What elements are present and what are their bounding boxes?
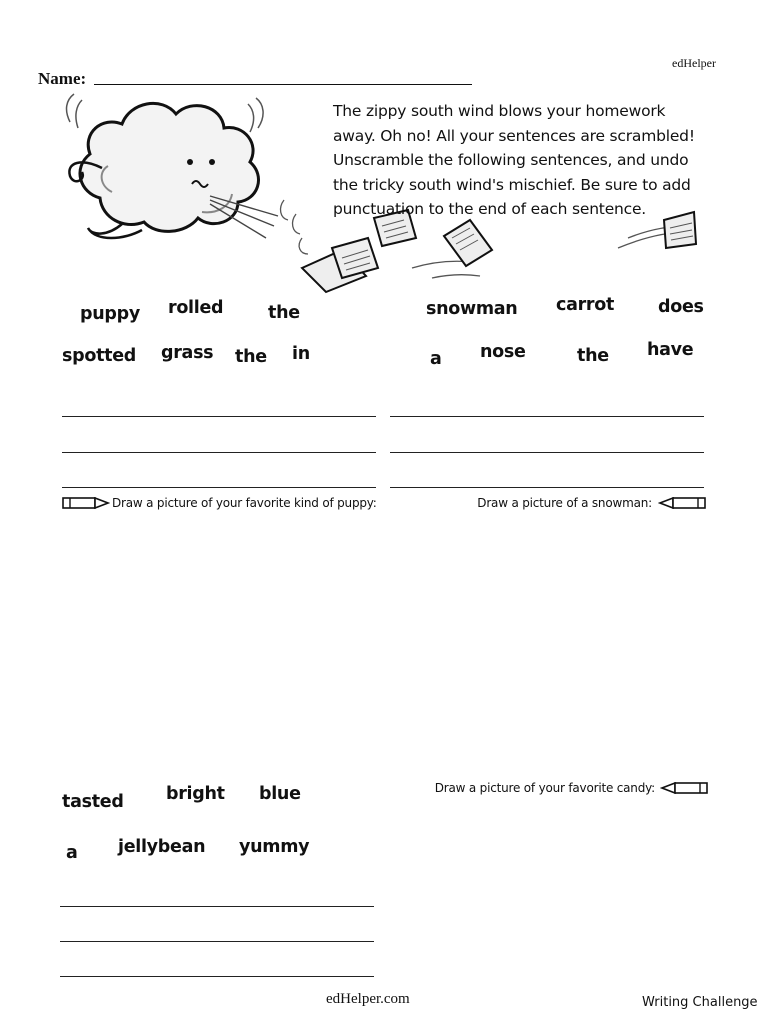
instructions — [333, 99, 733, 222]
drawing-prompt: Draw a picture of your favorite kind of puppy: — [112, 496, 377, 510]
scrambled-word: yummy — [239, 837, 310, 857]
scrambled-word: in — [292, 344, 310, 364]
answer-line[interactable] — [62, 416, 376, 417]
brand-label: edHelper — [672, 56, 716, 70]
pencil-icon — [658, 497, 706, 509]
scrambled-word: rolled — [168, 298, 224, 318]
scrambled-word: nose — [480, 342, 526, 362]
scrambled-word: the — [577, 346, 609, 366]
footer-site: edHelper.com — [326, 991, 410, 1007]
instruction-line: The zippy south wind blows your homework — [333, 102, 666, 120]
scrambled-word: carrot — [556, 295, 615, 315]
scrambled-word: spotted — [62, 346, 136, 366]
instruction-line: Unscramble the following sentences, and undo — [333, 151, 689, 169]
answer-line[interactable] — [390, 416, 704, 417]
scrambled-word: grass — [161, 343, 214, 363]
scrambled-word: jellybean — [118, 837, 206, 857]
answer-line[interactable] — [60, 976, 374, 977]
drawing-area-puppy[interactable] — [62, 515, 376, 765]
scrambled-word: puppy — [80, 304, 140, 324]
scrambled-word: the — [235, 347, 267, 367]
pencil-icon — [62, 497, 110, 509]
name-label: Name: — [38, 69, 87, 88]
answer-line[interactable] — [60, 906, 374, 907]
answer-line[interactable] — [60, 941, 374, 942]
footer-title: Writing Challenge — [642, 995, 758, 1010]
pencil-icon — [660, 782, 708, 794]
scrambled-word: a — [66, 843, 78, 863]
answer-line[interactable] — [390, 487, 704, 488]
scrambled-word: blue — [259, 784, 301, 804]
drawing-area-snowman[interactable] — [390, 515, 704, 765]
scrambled-word: does — [658, 297, 704, 317]
scrambled-word: the — [268, 303, 300, 323]
instruction-line: punctuation to the end of each sentence. — [333, 200, 647, 218]
name-field[interactable] — [94, 84, 472, 85]
drawing-prompt: Draw a picture of your favorite candy: — [434, 781, 655, 795]
scrambled-word: snowman — [426, 299, 518, 319]
answer-line[interactable] — [62, 452, 376, 453]
drawing-prompt: Draw a picture of a snowman: — [477, 496, 652, 510]
scrambled-word: have — [647, 340, 694, 360]
answer-line[interactable] — [62, 487, 376, 488]
instruction-line: away. Oh no! All your sentences are scrambled! — [333, 126, 695, 145]
drawing-area-candy[interactable] — [390, 800, 704, 980]
scrambled-word: bright — [166, 784, 225, 804]
scrambled-word: tasted — [62, 792, 124, 812]
answer-line[interactable] — [390, 452, 704, 453]
scrambled-word: a — [430, 349, 442, 369]
instruction-line: the tricky south wind's mischief. Be sure to add — [333, 175, 691, 194]
